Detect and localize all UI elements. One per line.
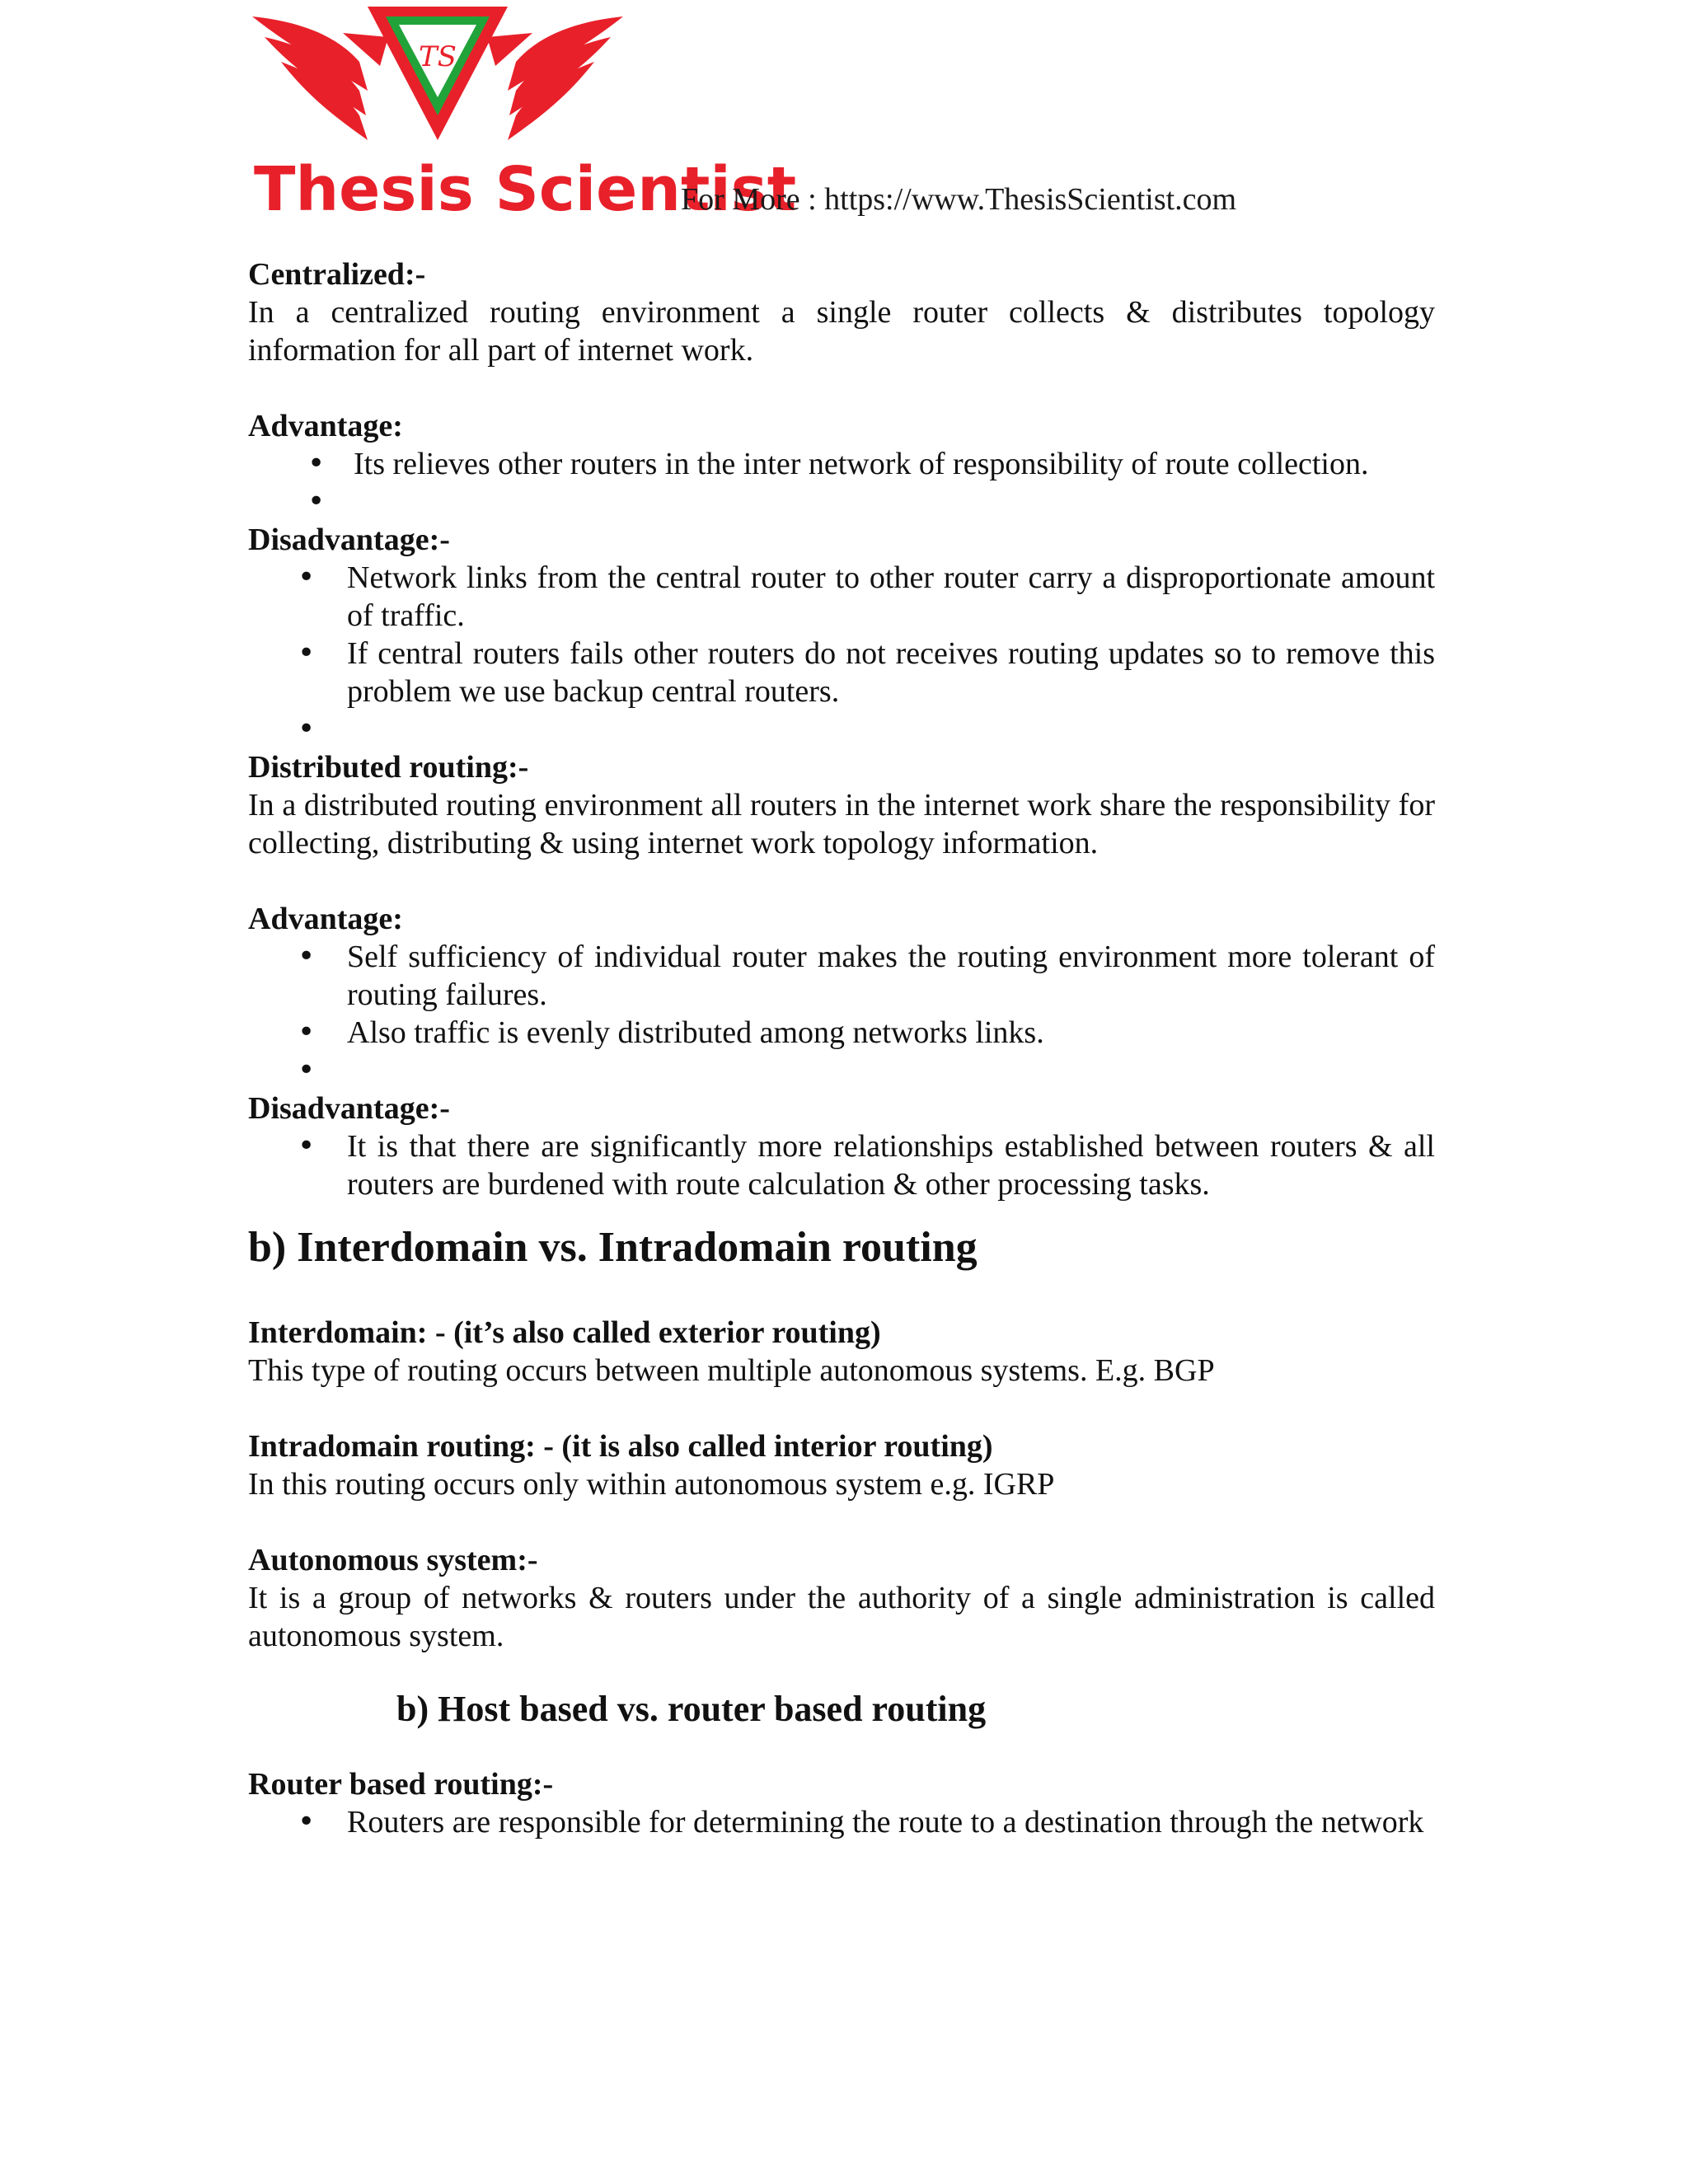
document-body — [248, 255, 1435, 1841]
page-header — [0, 0, 1688, 247]
bullet-list — [248, 559, 1435, 748]
spacer — [248, 1731, 1435, 1765]
bullet-list — [248, 1803, 1435, 1841]
bullet-list — [248, 938, 1435, 1090]
section-heading: Disadvantage:- — [248, 1091, 450, 1126]
for-more-link[interactable]: For More : https://www.ThesisScientist.com — [681, 182, 1237, 217]
list-item — [248, 710, 1435, 748]
paragraph: In a centralized routing environment a single router collects & distributes topology information for all part of internet work. — [248, 295, 1435, 368]
section-heading: Centralized:- — [248, 257, 426, 292]
left-wing-icon — [252, 16, 388, 140]
bullet-list — [248, 1127, 1435, 1203]
section-heading: Distributed routing:- — [248, 750, 529, 785]
spacer — [248, 1203, 1435, 1223]
paragraph: In a distributed routing environment all routers in the internet work share the responsibility for collecting, distributing & using internet work topology information. — [248, 788, 1435, 860]
section-heading: Router based routing:- — [248, 1767, 554, 1802]
thesis-scientist-logo — [244, 0, 797, 227]
paragraph: It is a group of networks & routers under the authority of a single administration is called autonomous system. — [248, 1581, 1435, 1653]
spacer — [248, 1503, 1435, 1541]
paragraph: In this routing occurs only within autonomous system e.g. IGRP — [248, 1467, 1055, 1502]
svg-text:TS: TS — [419, 40, 457, 73]
section-heading: Intradomain routing: - (it is also called interior routing) — [248, 1429, 993, 1464]
spacer — [248, 1272, 1435, 1314]
section-heading: Interdomain: - (it’s also called exterior routing) — [248, 1315, 881, 1350]
section-heading: Disadvantage:- — [248, 523, 450, 557]
list-item — [248, 1052, 1435, 1090]
spacer — [248, 1390, 1435, 1427]
svg-text:Thesis Scientist: Thesis Scientist — [254, 154, 797, 225]
list-item: • Routers are responsible for determining the route to a destination through the network — [248, 1803, 1435, 1841]
section-heading: Autonomous system:- — [248, 1543, 538, 1577]
spacer — [248, 862, 1435, 900]
list-item: • Network links from the central router to other router carry a disproportionate amount of traffic. — [248, 559, 1435, 635]
sub-heading: b) Host based vs. router based routing — [396, 1689, 987, 1729]
major-heading: b) Interdomain vs. Intradomain routing — [248, 1224, 978, 1271]
spacer — [248, 369, 1435, 407]
section-heading: Advantage: — [248, 409, 403, 443]
list-item: • If central routers fails other routers do not receives routing updates so to remove this problem we use backup central routers. — [248, 635, 1435, 710]
list-item — [248, 483, 1435, 521]
list-item: • Also traffic is evenly distributed among networks links. — [248, 1014, 1435, 1052]
section-heading: Advantage: — [248, 902, 403, 936]
right-wing-icon — [487, 16, 623, 140]
bullet-list — [248, 445, 1435, 521]
list-item: • Its relieves other routers in the inter network of responsibility of route collection. — [248, 445, 1435, 483]
spacer — [248, 1655, 1435, 1688]
list-item: • Self sufficiency of individual router makes the routing environment more tolerant of routing failures. — [248, 938, 1435, 1014]
list-item: • It is that there are significantly more relationships established between routers & all routers are burdened with route calculation & other processing tasks. — [248, 1127, 1435, 1203]
paragraph: This type of routing occurs between multiple autonomous systems. E.g. BGP — [248, 1353, 1215, 1388]
